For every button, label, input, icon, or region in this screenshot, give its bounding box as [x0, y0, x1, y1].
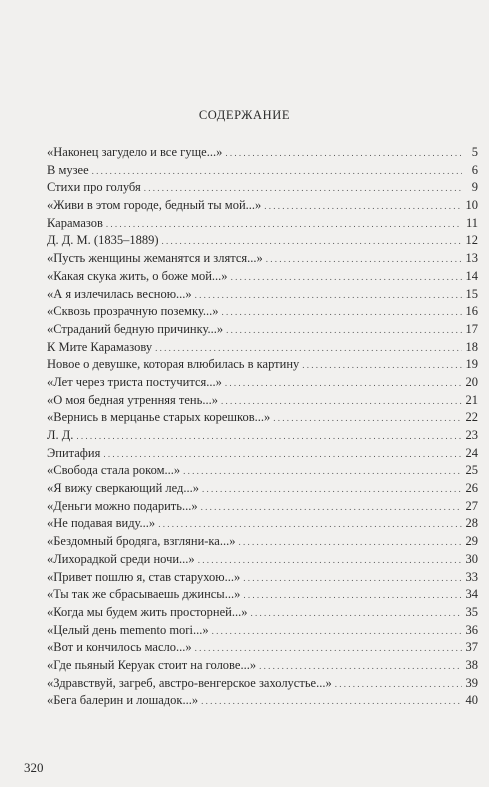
dot-leader [221, 303, 462, 322]
toc-entry-page: 26 [465, 481, 478, 496]
dot-leader [144, 179, 462, 198]
toc-entry-page: 28 [465, 516, 478, 531]
toc-entry-page: 37 [465, 640, 478, 655]
toc-entry [47, 675, 478, 693]
dot-leader [225, 374, 462, 393]
dot-leader [243, 586, 462, 605]
toc-entry-page: 12 [465, 233, 478, 248]
page-title: СОДЕРЖАНИЕ [198, 108, 291, 122]
toc-entry [47, 197, 478, 215]
toc-entry-title: «Какая скука жить, о боже мой...» [47, 268, 228, 283]
toc-entry-title: «Здравствуй, загреб, австро-венгерское захолустье...» [47, 675, 332, 690]
toc-entry [47, 321, 478, 339]
toc-entry [47, 303, 478, 321]
dot-leader [158, 515, 462, 534]
dot-leader [231, 268, 462, 287]
toc-entry-page: 23 [465, 428, 478, 442]
toc-entry-title: «Ты так же сбрасываешь джинсы...» [47, 587, 241, 602]
toc-entry-page: 14 [465, 268, 478, 283]
toc-entry-title: «Бега балерин и лошадок...» [47, 693, 199, 708]
toc-entry-title: Эпитафия [47, 445, 101, 460]
toc-entry-title: «Пусть женщины жеманятся и злятся...» [47, 251, 263, 266]
toc-entry-title: «Живи в этом городе, бедный ты мой...» [47, 198, 262, 213]
toc-entry [47, 480, 478, 498]
toc-entry [47, 657, 478, 675]
toc-entry-title: Карамазов [47, 215, 103, 230]
toc-entry-page: 15 [465, 286, 478, 301]
dot-leader [212, 622, 462, 641]
toc-entry-page: 35 [465, 604, 478, 619]
dot-leader [273, 409, 462, 428]
table-of-contents [47, 144, 478, 710]
toc-entry [47, 374, 478, 392]
toc-entry [47, 445, 478, 463]
toc-entry-page: 19 [465, 357, 478, 372]
toc-entry [47, 498, 478, 516]
toc-entry-page: 10 [465, 198, 478, 213]
dot-leader [183, 462, 462, 481]
toc-entry-page: 18 [465, 339, 478, 354]
toc-entry-title: «Когда мы будем жить просторней...» [47, 604, 248, 619]
toc-entry-title: «Лет через триста постучится...» [47, 374, 222, 389]
toc-entry-title: Л. Д. [47, 428, 74, 442]
dot-leader [335, 675, 462, 694]
toc-entry-page: 24 [465, 445, 478, 460]
dot-leader [243, 569, 462, 588]
toc-entry [47, 462, 478, 480]
dot-leader [202, 480, 462, 499]
dot-leader [259, 657, 462, 676]
toc-entry-title: «О моя бедная утренняя тень...» [47, 392, 218, 407]
toc-entry-page: 36 [465, 622, 478, 637]
toc-entry-title: «Вернись в мерцанье старых корешков...» [47, 410, 271, 425]
toc-entry-title: «Я вижу сверкающий лед...» [47, 481, 199, 496]
dot-leader [264, 197, 462, 216]
dot-leader [195, 639, 462, 658]
toc-entry-title: «Свобода стала роком...» [47, 463, 181, 478]
toc-entry-page: 39 [465, 675, 478, 690]
toc-entry [47, 639, 478, 657]
toc-entry-title: «Деньги можно подарить...» [47, 498, 198, 513]
toc-entry [47, 427, 478, 445]
toc-entry-title: «Где пьяный Керуак стоит на голове...» [47, 657, 257, 672]
toc-entry [47, 286, 478, 304]
toc-entry [47, 179, 478, 197]
toc-entry-title: «Страданий бедную причинку...» [47, 321, 224, 336]
toc-entry-page: 5 [471, 145, 478, 159]
dot-leader [226, 321, 462, 340]
toc-entry-page: 25 [465, 463, 478, 478]
page-number: 320 [24, 760, 44, 775]
dot-leader [201, 498, 462, 517]
toc-entry [47, 604, 478, 622]
toc-entry-page: 11 [465, 215, 478, 230]
dot-leader [302, 356, 462, 375]
toc-entry-page: 22 [465, 410, 478, 425]
dot-leader [195, 286, 462, 305]
toc-entry-title: Новое о девушке, которая влюбилась в картину [47, 357, 300, 372]
toc-entry [47, 409, 478, 427]
toc-entry-title: «А я излечилась весною...» [47, 286, 192, 301]
toc-entry [47, 392, 478, 410]
dot-leader [106, 215, 462, 234]
toc-entry [47, 162, 478, 180]
toc-entry [47, 232, 478, 250]
toc-entry-title: «Бездомный бродяга, взгляни-ка...» [47, 534, 236, 549]
dot-leader [103, 445, 462, 464]
toc-entry [47, 586, 478, 604]
toc-entry [47, 356, 478, 374]
toc-entry-title: В музее [47, 162, 89, 177]
toc-entry [47, 144, 478, 162]
dot-leader [251, 604, 463, 623]
dot-leader [198, 551, 462, 570]
toc-entry-page: 9 [471, 180, 478, 195]
dot-leader [266, 250, 462, 269]
toc-entry-title: «Сквозь прозрачную поземку...» [47, 304, 219, 319]
dot-leader [155, 339, 462, 358]
toc-entry-page: 40 [465, 693, 478, 708]
toc-entry [47, 250, 478, 268]
toc-entry [47, 215, 478, 233]
toc-entry-page: 16 [465, 304, 478, 319]
toc-entry-title: «Не подавая виду...» [47, 516, 156, 531]
toc-entry-page: 38 [465, 657, 478, 672]
toc-entry-page: 27 [465, 498, 478, 513]
dot-leader [76, 427, 462, 446]
toc-entry-title: Д. Д. М. (1835–1889) [47, 233, 159, 248]
toc-entry-page: 13 [465, 251, 478, 266]
toc-entry [47, 622, 478, 640]
toc-entry [47, 268, 478, 286]
toc-entry-page: 17 [465, 321, 478, 336]
dot-leader [238, 533, 462, 552]
toc-entry-page: 29 [465, 534, 478, 549]
toc-entry-page: 34 [465, 587, 478, 602]
toc-entry-title: «Вот и кончилось масло...» [47, 640, 192, 655]
toc-entry-page: 30 [465, 551, 478, 566]
toc-entry-title: Стихи про голубя [47, 180, 141, 195]
toc-entry-page: 21 [465, 392, 478, 407]
toc-entry-page: 20 [465, 374, 478, 389]
toc-entry [47, 515, 478, 533]
toc-entry-title: «Привет пошлю я, став старухою...» [47, 569, 241, 584]
toc-entry [47, 533, 478, 551]
dot-leader [225, 144, 462, 163]
toc-entry-title: «Лихорадкой среди ночи...» [47, 551, 195, 566]
toc-entry-title: «Наконец загудело и все гуще...» [47, 145, 223, 159]
toc-entry [47, 692, 478, 710]
dot-leader [92, 162, 462, 181]
dot-leader [201, 692, 462, 711]
dot-leader [162, 232, 463, 251]
toc-entry [47, 339, 478, 357]
toc-entry-title: К Мите Карамазову [47, 339, 153, 354]
toc-entry [47, 569, 478, 587]
toc-entry-page: 6 [471, 162, 478, 177]
dot-leader [221, 392, 462, 411]
toc-entry [47, 551, 478, 569]
toc-entry-title: «Целый день memento mori...» [47, 622, 209, 637]
toc-entry-page: 33 [465, 569, 478, 584]
